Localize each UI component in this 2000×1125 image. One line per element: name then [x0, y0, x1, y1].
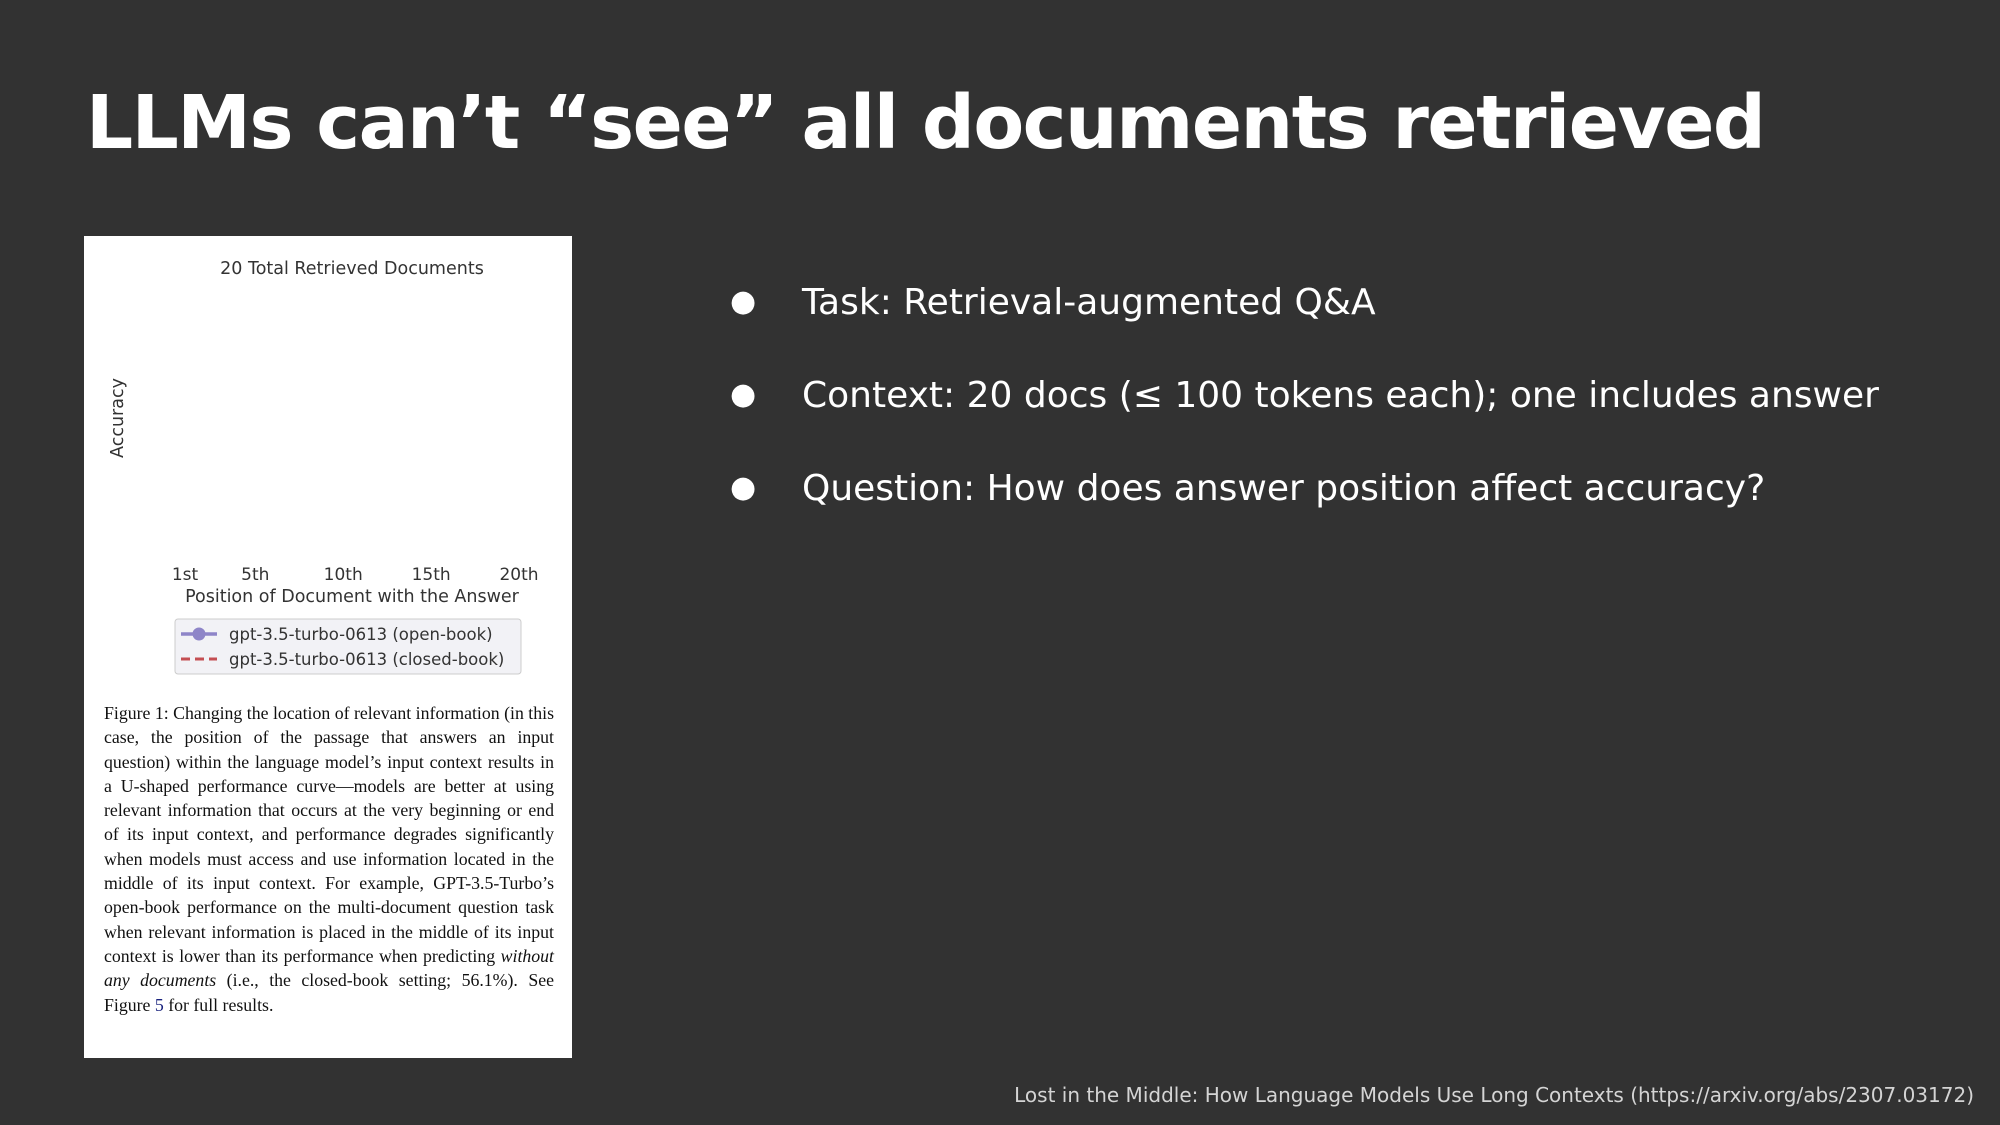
- legend-marker-open-book: [193, 628, 205, 640]
- x-tick-label: 15th: [411, 565, 451, 585]
- x-axis-ticks: [172, 565, 539, 585]
- legend-label-closed-book: gpt-3.5-turbo-0613 (closed-book): [229, 650, 505, 669]
- bullet-icon: ●: [730, 377, 757, 412]
- figure-reference-link[interactable]: 5: [154, 994, 164, 1015]
- bullet-text: Question: How does answer position affect accuracy?: [802, 468, 1766, 509]
- chart-legend: [175, 619, 521, 674]
- figure-panel: [84, 236, 572, 1058]
- x-tick-label: 10th: [323, 565, 363, 585]
- bullet-text: Context: 20 docs (≤ 100 tokens each); one includes answer: [802, 375, 1879, 416]
- legend-label-open-book: gpt-3.5-turbo-0613 (open-book): [229, 625, 493, 644]
- figure-caption: [104, 701, 554, 1017]
- caption-italic-text: without any documents: [104, 945, 554, 991]
- caption-text-cont: (i.e., the closed-book setting; 56.1%). See Figure: [104, 970, 554, 1015]
- bullet-icon: ●: [730, 284, 757, 319]
- bullet-text: Task: Retrieval-augmented Q&A: [802, 282, 1376, 323]
- chart: [84, 236, 572, 676]
- slide-title: LLMs can’t “see” all documents retrieved: [86, 80, 1765, 166]
- chart-title: 20 Total Retrieved Documents: [220, 259, 484, 279]
- x-axis-label: Position of Document with the Answer: [185, 587, 519, 607]
- y-axis-label: Accuracy: [108, 378, 128, 458]
- x-tick-label: 1st: [171, 565, 199, 585]
- x-tick-label: 20th: [499, 565, 539, 585]
- caption-text: Figure 1: Changing the location of relevant information (in this case, the position of the passage that answers an input question) within the language model’s input context results in a U-shaped performance curve—models are better at using relevant information that occurs at the very beginning or end of its input context, and performance degrades significantly when models must access and use information located in the middle of its input context. For example, GPT-3.5-Turbo’s open-book performance on the multi-document question task when relevant information is placed in the middle of its input context is lower than its performance when predicting: [104, 703, 554, 966]
- caption-text-end: for full results.: [163, 994, 274, 1015]
- source-citation: Lost in the Middle: How Language Models Use Long Contexts (https://arxiv.org/abs/2307.03172): [1014, 1083, 1974, 1107]
- x-tick-label: 5th: [241, 565, 270, 585]
- bullet-icon: ●: [730, 470, 757, 505]
